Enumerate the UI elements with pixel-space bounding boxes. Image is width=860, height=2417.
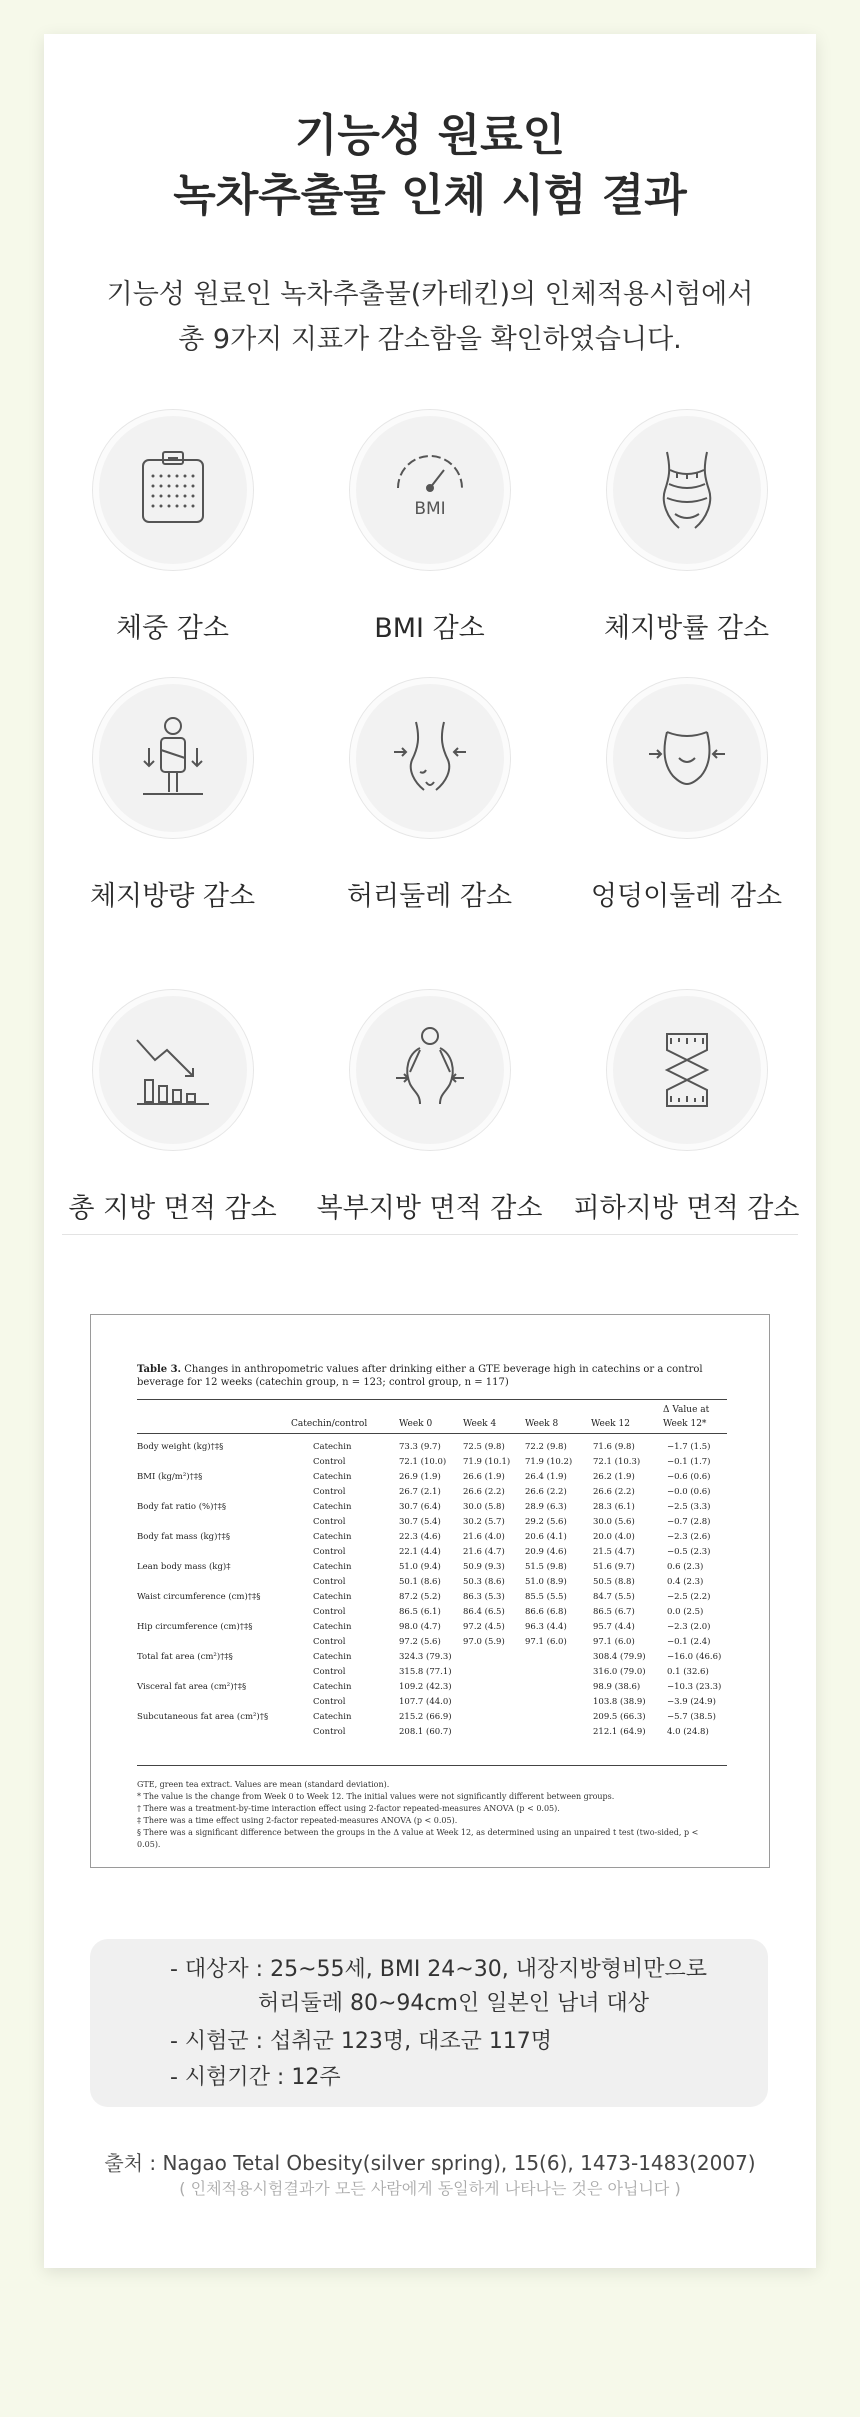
indicator-circle bbox=[93, 678, 253, 838]
table-cell-w8: 72.2 (9.8) bbox=[525, 1442, 567, 1452]
table-cell-w0: 26.9 (1.9) bbox=[399, 1472, 441, 1482]
table-cell-measure: Total fat area (cm²)†‡§ bbox=[137, 1652, 233, 1662]
table-caption-line-2: beverage for 12 weeks (catechin group, n = 123; control group, n = 117) bbox=[137, 1377, 509, 1388]
table-cell-w0: 26.7 (2.1) bbox=[399, 1487, 441, 1497]
scale-icon bbox=[123, 440, 223, 540]
table-cell-w0: 324.3 (79.3) bbox=[399, 1652, 452, 1662]
table-caption-label: Table 3. bbox=[137, 1364, 182, 1375]
measuring-tape-icon bbox=[637, 1020, 737, 1120]
table-cell-group: Catechin bbox=[313, 1682, 352, 1692]
table-cell-measure: Body weight (kg)†‡§ bbox=[137, 1442, 224, 1452]
table-cell-group: Catechin bbox=[313, 1712, 352, 1722]
table-cell-group: Control bbox=[313, 1697, 346, 1707]
table-header: Week 12 bbox=[591, 1419, 630, 1429]
table-row bbox=[137, 1441, 737, 1453]
table-cell-w0: 107.7 (44.0) bbox=[399, 1697, 452, 1707]
table-cell-w4: 50.3 (8.6) bbox=[463, 1577, 505, 1587]
table-row bbox=[137, 1561, 737, 1573]
table-cell-w12: 20.0 (4.0) bbox=[593, 1532, 635, 1542]
table-cell-delta: −0.7 (2.8) bbox=[667, 1517, 711, 1527]
indicator-label: 피하지방 면적 감소 bbox=[573, 1193, 800, 1224]
table-cell-w4: 86.3 (5.3) bbox=[463, 1592, 505, 1602]
table-cell-w4: 97.2 (4.5) bbox=[463, 1622, 505, 1632]
table-cell-delta: −2.3 (2.0) bbox=[667, 1622, 711, 1632]
table-cell-w12: 21.5 (4.7) bbox=[593, 1547, 635, 1557]
table-cell-w12: 50.5 (8.8) bbox=[593, 1577, 635, 1587]
table-row bbox=[137, 1636, 737, 1648]
table-cell-group: Control bbox=[313, 1607, 346, 1617]
hip-icon bbox=[637, 708, 737, 808]
info-subjects: - 대상자 : 25~55세, BMI 24~30, 내장지방형비만으로 bbox=[170, 1957, 707, 1982]
table-cell-delta: 0.0 (2.5) bbox=[667, 1607, 704, 1617]
table-rule bbox=[137, 1399, 727, 1400]
indicator-circle bbox=[350, 678, 510, 838]
indicator-circle bbox=[607, 990, 767, 1150]
table-cell-w8: 51.0 (8.9) bbox=[525, 1577, 567, 1587]
table-cell-w12: 71.6 (9.8) bbox=[593, 1442, 635, 1452]
table-cell-w4: 50.9 (9.3) bbox=[463, 1562, 505, 1572]
table-cell-group: Catechin bbox=[313, 1652, 352, 1662]
table-cell-w8: 97.1 (6.0) bbox=[525, 1637, 567, 1647]
indicator-circle bbox=[93, 990, 253, 1150]
table-cell-w12: 308.4 (79.9) bbox=[593, 1652, 646, 1662]
table-cell-w0: 109.2 (42.3) bbox=[399, 1682, 452, 1692]
person-decrease-icon bbox=[123, 708, 223, 808]
table-caption-line-1: Changes in anthropometric values after drinking either a GTE beverage high in catechins or a control bbox=[184, 1364, 703, 1375]
table-cell-group: Catechin bbox=[313, 1562, 352, 1572]
table-cell-w12: 51.6 (9.7) bbox=[593, 1562, 635, 1572]
table-cell-w0: 22.1 (4.4) bbox=[399, 1547, 441, 1557]
table-row bbox=[137, 1576, 737, 1588]
indicator-circle bbox=[350, 990, 510, 1150]
table-cell-w12: 26.6 (2.2) bbox=[593, 1487, 635, 1497]
table-cell-w0: 30.7 (6.4) bbox=[399, 1502, 441, 1512]
table-cell-measure: Body fat mass (kg)†‡§ bbox=[137, 1532, 231, 1542]
subtitle-line-2: 총 9가지 지표가 감소함을 확인하였습니다. bbox=[178, 324, 682, 355]
table-cell-w0: 73.3 (9.7) bbox=[399, 1442, 441, 1452]
table-row bbox=[137, 1546, 737, 1558]
table-cell-group: Catechin bbox=[313, 1502, 352, 1512]
decrease-chart-icon bbox=[123, 1020, 223, 1120]
content-card bbox=[44, 34, 816, 2268]
table-row bbox=[137, 1606, 737, 1618]
table-cell-delta: 4.0 (24.8) bbox=[667, 1727, 709, 1737]
table-footnote: ‡ There was a time effect using 2-factor repeated-measures ANOVA (p < 0.05). bbox=[137, 1816, 458, 1825]
table-cell-w12: 86.5 (6.7) bbox=[593, 1607, 635, 1617]
table-row bbox=[137, 1696, 737, 1708]
table-row bbox=[137, 1711, 737, 1723]
table-cell-w8: 29.2 (5.6) bbox=[525, 1517, 567, 1527]
table-cell-measure: Hip circumference (cm)†‡§ bbox=[137, 1622, 253, 1632]
table-cell-w4: 26.6 (1.9) bbox=[463, 1472, 505, 1482]
indicator-circle bbox=[350, 410, 510, 570]
info-subjects-detail: 허리둘레 80~94cm인 일본인 남녀 대상 bbox=[258, 1991, 649, 2016]
table-row bbox=[137, 1456, 737, 1468]
table-footnote: GTE, green tea extract. Values are mean (standard deviation). bbox=[137, 1780, 390, 1789]
page-title bbox=[44, 106, 816, 226]
table-rule bbox=[137, 1433, 727, 1434]
table-cell-delta: −16.0 (46.6) bbox=[667, 1652, 722, 1662]
table-row bbox=[137, 1666, 737, 1678]
table-cell-w4: 30.2 (5.7) bbox=[463, 1517, 505, 1527]
table-row bbox=[137, 1681, 737, 1693]
table-cell-delta: 0.1 (32.6) bbox=[667, 1667, 709, 1677]
table-row bbox=[137, 1486, 737, 1498]
table-row bbox=[137, 1531, 737, 1543]
table-header: Week 0 bbox=[399, 1419, 433, 1429]
table-header: Week 12* bbox=[663, 1419, 707, 1429]
table-cell-w0: 86.5 (6.1) bbox=[399, 1607, 441, 1617]
table-row bbox=[137, 1591, 737, 1603]
table-cell-delta: −2.5 (3.3) bbox=[667, 1502, 711, 1512]
table-cell-w12: 84.7 (5.5) bbox=[593, 1592, 635, 1602]
table-cell-w4: 30.0 (5.8) bbox=[463, 1502, 505, 1512]
table-cell-w12: 28.3 (6.1) bbox=[593, 1502, 635, 1512]
table-cell-w0: 50.1 (8.6) bbox=[399, 1577, 441, 1587]
table-cell-group: Control bbox=[313, 1547, 346, 1557]
table-cell-w0: 215.2 (66.9) bbox=[399, 1712, 452, 1722]
table-row bbox=[137, 1516, 737, 1528]
table-cell-measure: Body fat ratio (%)†‡§ bbox=[137, 1502, 227, 1512]
title-line-2: 녹차추출물 인체 시험 결과 bbox=[173, 170, 687, 221]
table-cell-group: Catechin bbox=[313, 1472, 352, 1482]
table-cell-delta: −5.7 (38.5) bbox=[667, 1712, 716, 1722]
table-cell-group: Catechin bbox=[313, 1592, 352, 1602]
table-cell-w12: 30.0 (5.6) bbox=[593, 1517, 635, 1527]
table-cell-measure: Visceral fat area (cm²)†‡§ bbox=[137, 1682, 247, 1692]
table-cell-measure: BMI (kg/m²)†‡§ bbox=[137, 1472, 203, 1482]
title-line-1: 기능성 원료인 bbox=[294, 110, 566, 161]
table-cell-w4: 97.0 (5.9) bbox=[463, 1637, 505, 1647]
table-header: Week 8 bbox=[525, 1419, 559, 1429]
table-cell-w8: 96.3 (4.4) bbox=[525, 1622, 567, 1632]
table-header: Week 4 bbox=[463, 1419, 497, 1429]
table-cell-w4: 26.6 (2.2) bbox=[463, 1487, 505, 1497]
table-header: Δ Value at bbox=[663, 1405, 710, 1415]
table-cell-w12: 26.2 (1.9) bbox=[593, 1472, 635, 1482]
table-cell-group: Control bbox=[313, 1457, 346, 1467]
table-cell-w0: 97.2 (5.6) bbox=[399, 1637, 441, 1647]
table-cell-w8: 28.9 (6.3) bbox=[525, 1502, 567, 1512]
table-row bbox=[137, 1651, 737, 1663]
table-cell-delta: 0.6 (2.3) bbox=[667, 1562, 704, 1572]
page-subtitle bbox=[44, 272, 816, 362]
table-cell-w8: 26.6 (2.2) bbox=[525, 1487, 567, 1497]
disclaimer-note: ( 인체적용시험결과가 모든 사람에게 동일하게 나타나는 것은 아닙니다 ) bbox=[179, 2179, 681, 2198]
table-cell-w0: 51.0 (9.4) bbox=[399, 1562, 441, 1572]
table-cell-group: Control bbox=[313, 1667, 346, 1677]
table-cell-delta: −0.1 (1.7) bbox=[667, 1457, 711, 1467]
table-footnote: § There was a significant difference between the groups in the Δ value at Week 12, as determined using an unpaired t test (two-sided, p < bbox=[137, 1828, 699, 1837]
table-cell-w12: 95.7 (4.4) bbox=[593, 1622, 635, 1632]
table-cell-w12: 98.9 (38.6) bbox=[593, 1682, 641, 1692]
table-cell-w0: 87.2 (5.2) bbox=[399, 1592, 441, 1602]
table-cell-group: Control bbox=[313, 1577, 346, 1587]
table-cell-w0: 208.1 (60.7) bbox=[399, 1727, 452, 1737]
source-citation: 출처 : Nagao Tetal Obesity(silver spring), 15(6), 1473-1483(2007) bbox=[104, 2151, 756, 2175]
indicator-label: 총 지방 면적 감소 bbox=[68, 1193, 277, 1224]
table-cell-w8: 26.4 (1.9) bbox=[525, 1472, 567, 1482]
indicator-label: 체지방량 감소 bbox=[89, 881, 256, 912]
table-cell-group: Catechin bbox=[313, 1532, 352, 1542]
table-cell-w12: 97.1 (6.0) bbox=[593, 1637, 635, 1647]
indicator-label: 엉덩이둘레 감소 bbox=[590, 881, 783, 912]
table-cell-w12: 72.1 (10.3) bbox=[593, 1457, 641, 1467]
table-caption bbox=[137, 1363, 727, 1389]
indicator-circle bbox=[607, 410, 767, 570]
table-cell-w8: 86.6 (6.8) bbox=[525, 1607, 567, 1617]
table-cell-delta: −2.5 (2.2) bbox=[667, 1592, 711, 1602]
table-cell-delta: −10.3 (23.3) bbox=[667, 1682, 722, 1692]
info-groups: - 시험군 : 섭취군 123명, 대조군 117명 bbox=[170, 2029, 553, 2054]
table-cell-measure: Lean body mass (kg)‡ bbox=[137, 1562, 231, 1572]
table-cell-delta: −0.6 (0.6) bbox=[667, 1472, 711, 1482]
table-cell-w12: 212.1 (64.9) bbox=[593, 1727, 646, 1737]
study-info-box bbox=[90, 1939, 768, 2107]
table-cell-group: Control bbox=[313, 1487, 346, 1497]
table-cell-w12: 316.0 (79.0) bbox=[593, 1667, 646, 1677]
table-header: Catechin/control bbox=[291, 1419, 368, 1429]
table-footnote: * The value is the change from Week 0 to Week 12. The initial values were not significantly different between groups. bbox=[137, 1792, 615, 1801]
table-cell-w4: 71.9 (10.1) bbox=[463, 1457, 511, 1467]
table-cell-delta: −1.7 (1.5) bbox=[667, 1442, 711, 1452]
table-cell-w0: 22.3 (4.6) bbox=[399, 1532, 441, 1542]
table-cell-delta: −0.0 (0.6) bbox=[667, 1487, 711, 1497]
waist-icon bbox=[380, 708, 480, 808]
table-cell-w4: 86.4 (6.5) bbox=[463, 1607, 505, 1617]
table-cell-group: Control bbox=[313, 1727, 346, 1737]
table-cell-measure: Waist circumference (cm)†‡§ bbox=[137, 1592, 261, 1602]
table-cell-delta: −3.9 (24.9) bbox=[667, 1697, 716, 1707]
table-cell-w12: 103.8 (38.9) bbox=[593, 1697, 646, 1707]
table-footnote: † There was a treatment-by-time interaction effect using 2-factor repeated-measures ANOVA (p < 0.05). bbox=[137, 1804, 560, 1813]
research-table bbox=[90, 1314, 770, 1868]
table-cell-delta: 0.4 (2.3) bbox=[667, 1577, 704, 1587]
table-row bbox=[137, 1501, 737, 1513]
indicator-circle bbox=[93, 410, 253, 570]
table-footnote: 0.05). bbox=[137, 1840, 161, 1849]
table-cell-w0: 72.1 (10.0) bbox=[399, 1457, 447, 1467]
table-cell-delta: −0.5 (2.3) bbox=[667, 1547, 711, 1557]
table-cell-group: Control bbox=[313, 1637, 346, 1647]
indicator-label: 복부지방 면적 감소 bbox=[316, 1193, 543, 1224]
table-cell-w4: 21.6 (4.7) bbox=[463, 1547, 505, 1557]
info-duration: - 시험기간 : 12주 bbox=[170, 2065, 341, 2090]
table-cell-w0: 98.0 (4.7) bbox=[399, 1622, 441, 1632]
table-cell-group: Catechin bbox=[313, 1622, 352, 1632]
indicator-label: 체중 감소 bbox=[116, 613, 229, 644]
indicator-label: 체지방률 감소 bbox=[603, 613, 770, 644]
table-cell-w8: 51.5 (9.8) bbox=[525, 1562, 567, 1572]
table-cell-w8: 20.6 (4.1) bbox=[525, 1532, 567, 1542]
table-cell-delta: −2.3 (2.6) bbox=[667, 1532, 711, 1542]
table-row bbox=[137, 1621, 737, 1633]
table-cell-group: Control bbox=[313, 1517, 346, 1527]
table-footnotes bbox=[137, 1779, 737, 1851]
table-cell-w4: 21.6 (4.0) bbox=[463, 1532, 505, 1542]
table-cell-w8: 20.9 (4.6) bbox=[525, 1547, 567, 1557]
body-fat-ratio-icon bbox=[637, 440, 737, 540]
abdominal-fat-icon bbox=[380, 1020, 480, 1120]
table-rule bbox=[137, 1765, 727, 1766]
table-cell-w8: 85.5 (5.5) bbox=[525, 1592, 567, 1602]
indicator-label: BMI 감소 bbox=[374, 613, 485, 644]
table-row bbox=[137, 1726, 737, 1738]
table-cell-w12: 209.5 (66.3) bbox=[593, 1712, 646, 1722]
section-divider bbox=[62, 1234, 798, 1235]
table-cell-measure: Subcutaneous fat area (cm²)†§ bbox=[137, 1712, 269, 1722]
table-cell-w0: 315.8 (77.1) bbox=[399, 1667, 452, 1677]
table-cell-group: Catechin bbox=[313, 1442, 352, 1452]
table-cell-w4: 72.5 (9.8) bbox=[463, 1442, 505, 1452]
subtitle-line-1: 기능성 원료인 녹차추출물(카테킨)의 인체적용시험에서 bbox=[106, 279, 754, 310]
indicator-label: 허리둘레 감소 bbox=[346, 881, 513, 912]
table-cell-w8: 71.9 (10.2) bbox=[525, 1457, 573, 1467]
table-row bbox=[137, 1471, 737, 1483]
indicator-circle bbox=[607, 678, 767, 838]
table-cell-delta: −0.1 (2.4) bbox=[667, 1637, 711, 1647]
bmi-icon-text: BMI bbox=[413, 499, 446, 519]
table-cell-w0: 30.7 (5.4) bbox=[399, 1517, 441, 1527]
bmi-gauge-icon bbox=[380, 440, 480, 540]
